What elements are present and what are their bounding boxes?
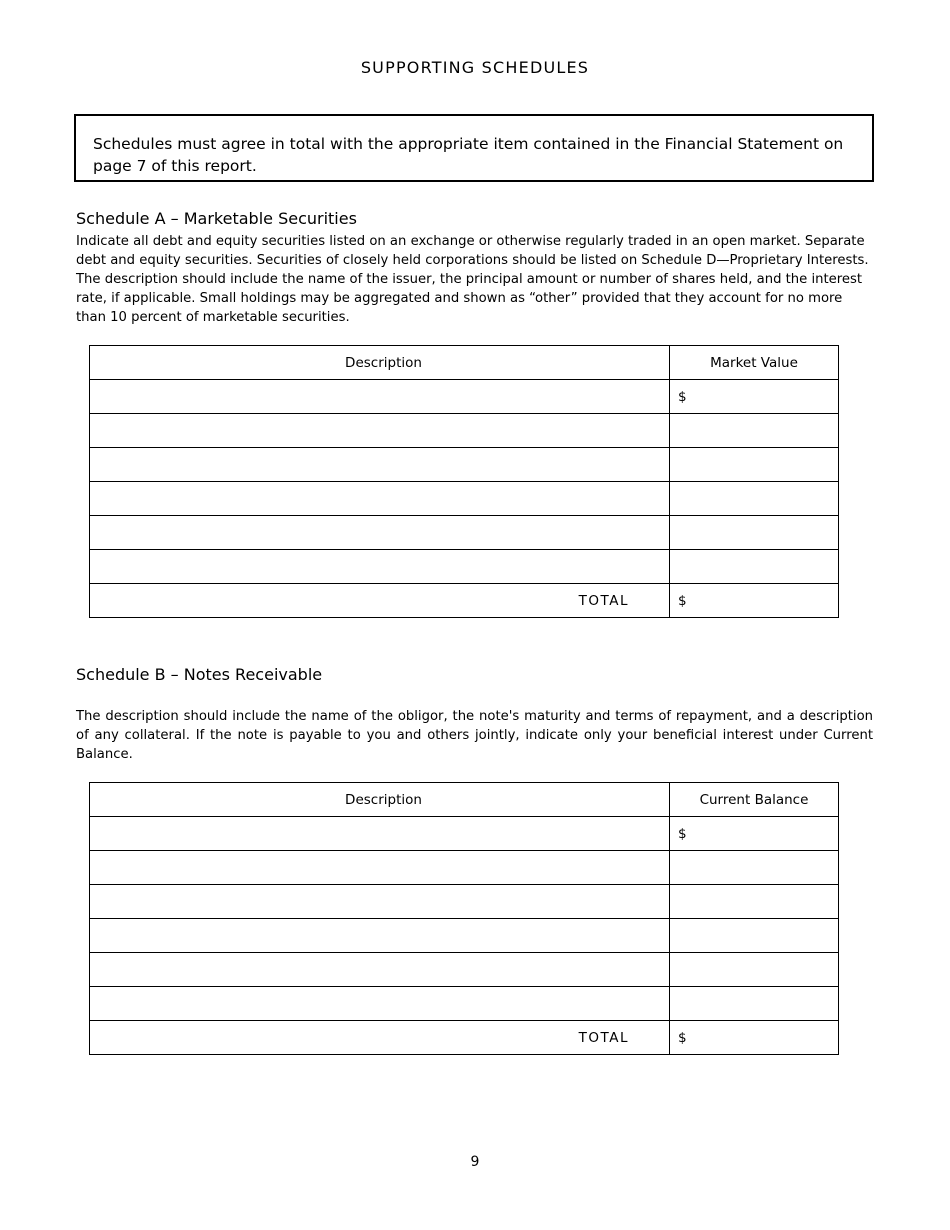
total-label: TOTAL <box>90 584 670 618</box>
table-row <box>90 380 839 414</box>
description-cell[interactable] <box>90 953 670 987</box>
table-row <box>90 885 839 919</box>
currency-symbol: $ <box>678 592 687 609</box>
schedule-b-table <box>89 782 839 1055</box>
value-cell[interactable] <box>670 414 839 448</box>
total-row <box>90 1021 839 1055</box>
page-number: 9 <box>470 1154 480 1170</box>
description-cell[interactable] <box>90 851 670 885</box>
value-cell[interactable] <box>670 919 839 953</box>
table-row <box>90 817 839 851</box>
total-label: TOTAL <box>90 1021 670 1055</box>
currency-symbol: $ <box>678 825 687 842</box>
page-title: SUPPORTING SCHEDULES <box>360 58 590 77</box>
total-value-cell[interactable] <box>670 1021 839 1055</box>
table-row <box>90 482 839 516</box>
description-cell[interactable] <box>90 885 670 919</box>
description-cell[interactable] <box>90 448 670 482</box>
table-row <box>90 919 839 953</box>
value-cell[interactable] <box>670 448 839 482</box>
value-cell[interactable] <box>670 817 839 851</box>
schedule-b-title: Schedule B – Notes Receivable <box>76 665 323 684</box>
total-row <box>90 584 839 618</box>
schedule-a-table <box>89 345 839 618</box>
currency-symbol: $ <box>678 388 687 405</box>
table-row <box>90 448 839 482</box>
value-cell[interactable] <box>670 482 839 516</box>
description-cell[interactable] <box>90 987 670 1021</box>
table-row <box>90 987 839 1021</box>
value-cell[interactable] <box>670 550 839 584</box>
schedule-b-instructions: The description should include the name of the obligor, the note's maturity and terms of repayment, and a description of any collateral. If the note is payable to you and others jointly, indicate only your beneficial interest under Current Balance. <box>76 709 873 762</box>
table-row <box>90 851 839 885</box>
market-value-header: Market Value <box>670 346 839 380</box>
description-cell[interactable] <box>90 414 670 448</box>
value-cell[interactable] <box>670 953 839 987</box>
table-header-row <box>90 783 839 817</box>
current-balance-header: Current Balance <box>670 783 839 817</box>
description-cell[interactable] <box>90 516 670 550</box>
value-cell[interactable] <box>670 516 839 550</box>
description-cell[interactable] <box>90 550 670 584</box>
value-cell[interactable] <box>670 380 839 414</box>
schedule-a-instructions: Indicate all debt and equity securities listed on an exchange or otherwise regularly traded in an open market. Separate debt and equity securities. Securities of closely held corporations should be listed on Schedule D—Proprietary Interests. The description should include the name of the issuer, the principal amount or number of shares held, and the interest rate, if applicable. Small holdings may be aggregated and shown as “other” provided that they account for no more than 10 percent of marketable securities. <box>76 234 869 325</box>
total-value-cell[interactable] <box>670 584 839 618</box>
table-row <box>90 516 839 550</box>
value-cell[interactable] <box>670 885 839 919</box>
description-cell[interactable] <box>90 919 670 953</box>
description-cell[interactable] <box>90 482 670 516</box>
description-cell[interactable] <box>90 817 670 851</box>
schedule-a-title: Schedule A – Marketable Securities <box>76 209 357 228</box>
notice-text: Schedules must agree in total with the appropriate item contained in the Financial Statement on page 7 of this report. <box>93 135 844 175</box>
table-row <box>90 414 839 448</box>
table-header-row <box>90 346 839 380</box>
value-cell[interactable] <box>670 851 839 885</box>
description-header: Description <box>90 783 670 817</box>
notice-box <box>74 114 874 182</box>
table-row <box>90 550 839 584</box>
table-row <box>90 953 839 987</box>
currency-symbol: $ <box>678 1029 687 1046</box>
description-cell[interactable] <box>90 380 670 414</box>
value-cell[interactable] <box>670 987 839 1021</box>
description-header: Description <box>90 346 670 380</box>
